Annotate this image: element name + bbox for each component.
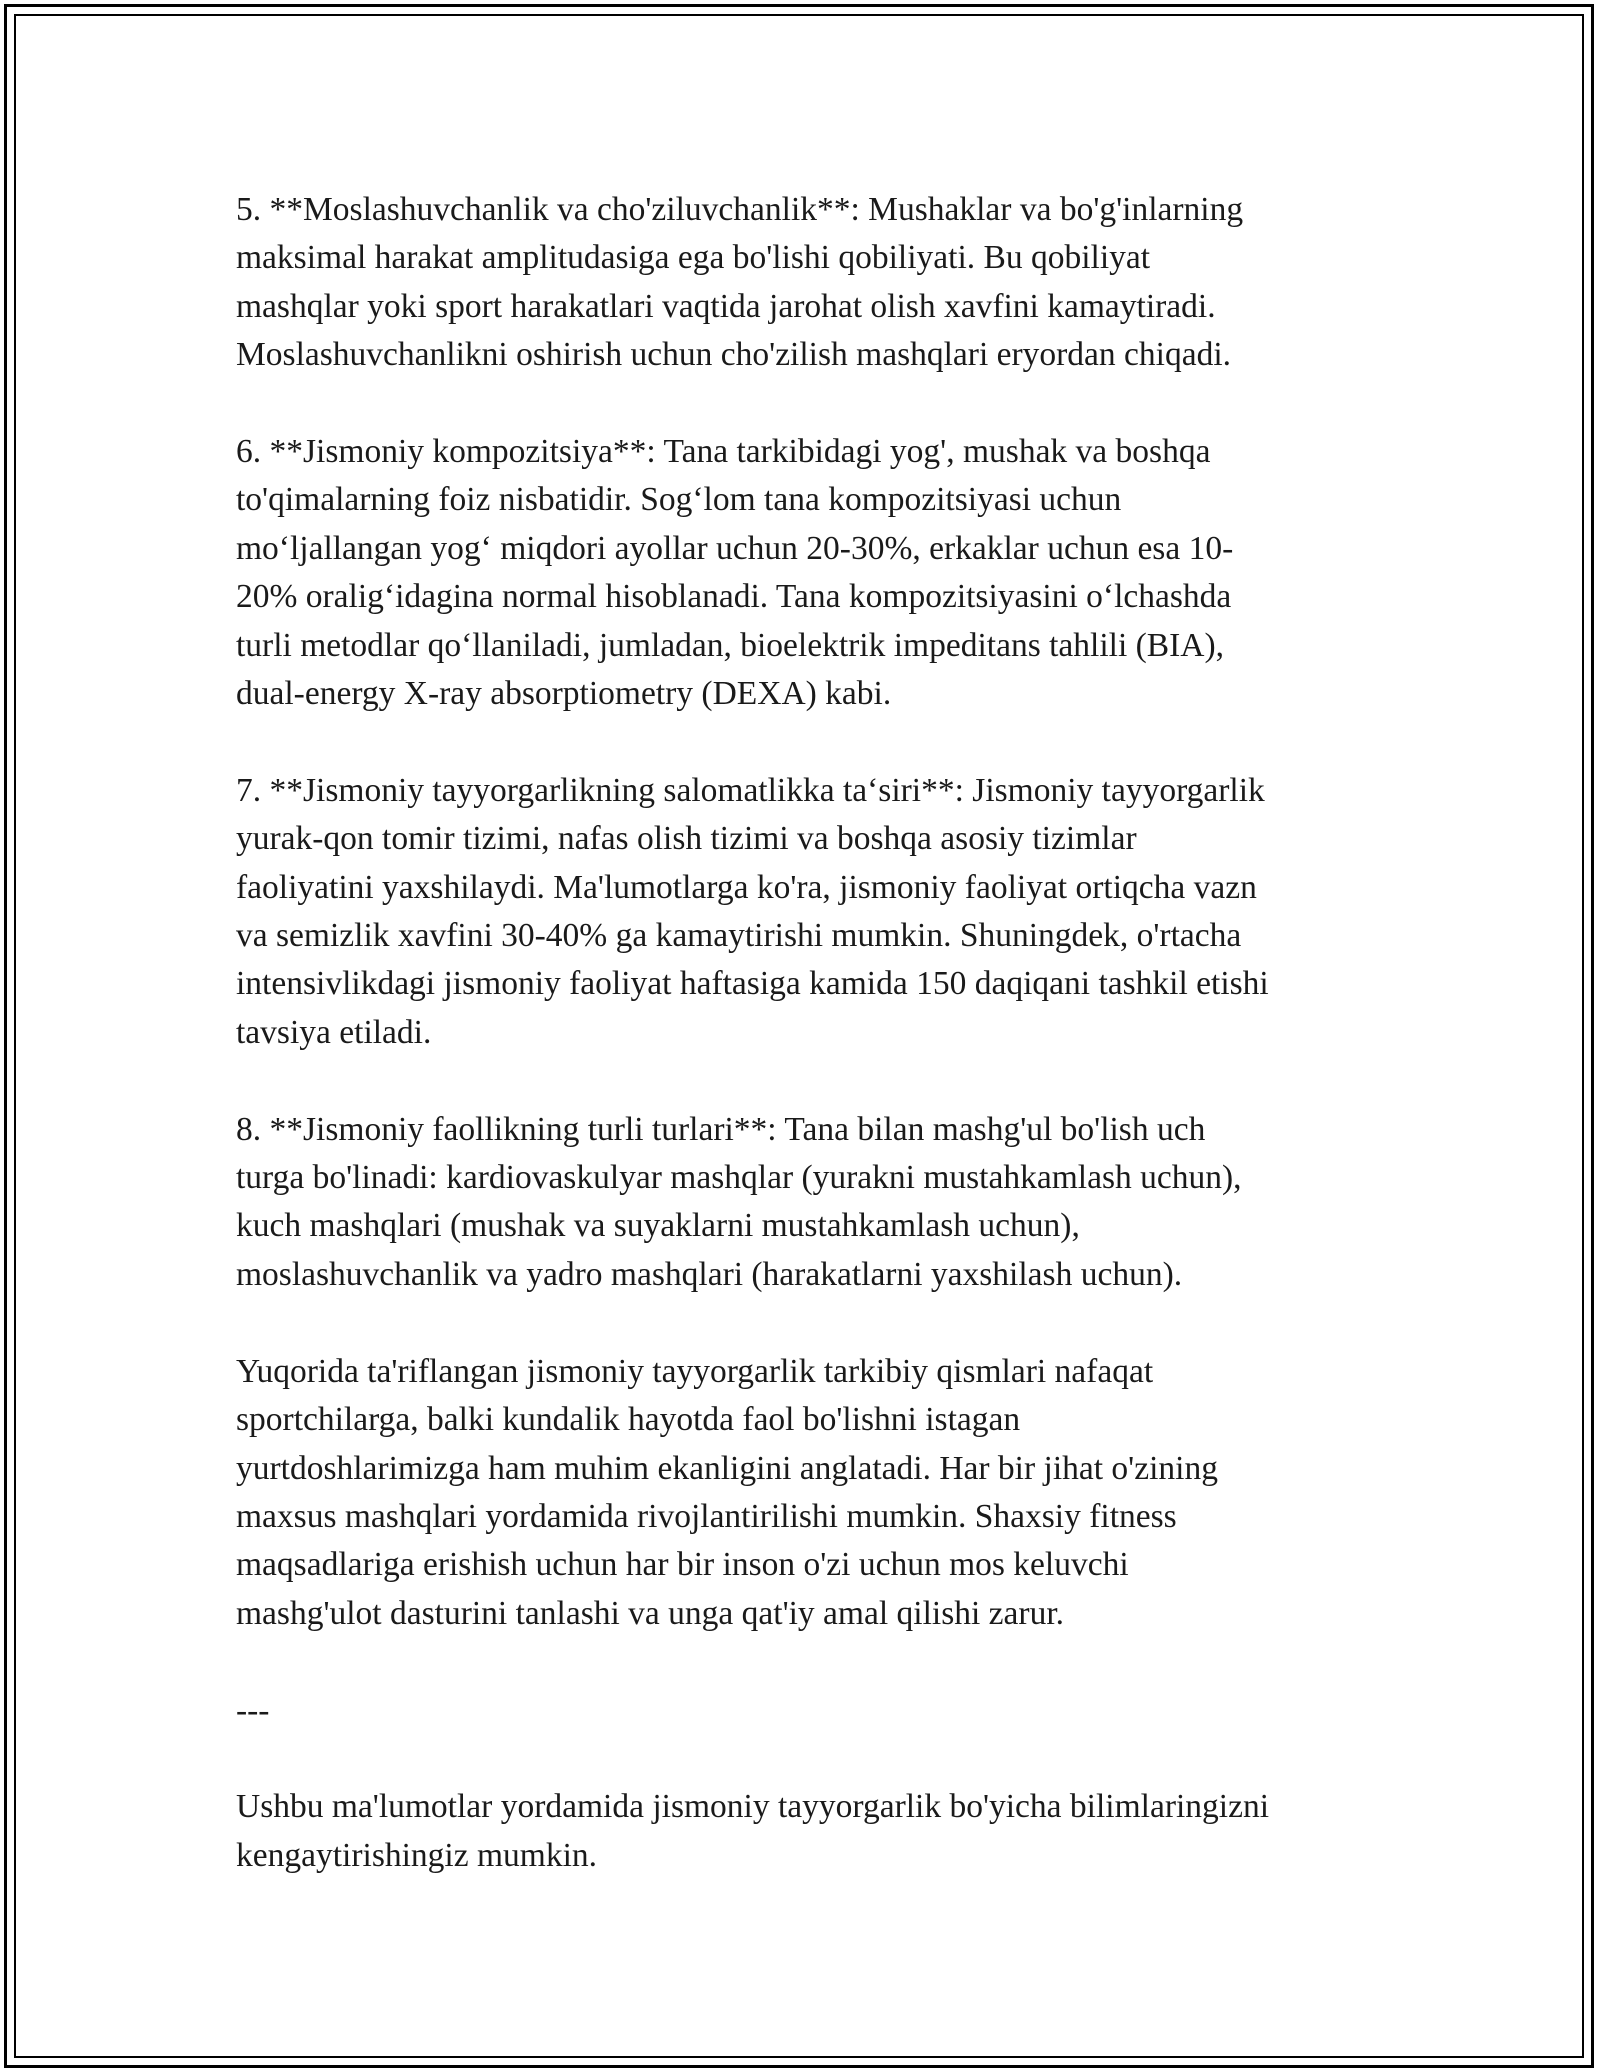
text-line: mashqlar yoki sport harakatlari vaqtida jarohat olish xavfini kamaytiradi. <box>236 287 1216 325</box>
text-line: intensivlikdagi jismoniy faoliyat haftasiga kamida 150 daqiqani tashkil etishi <box>236 965 1269 1003</box>
separator-text: --- <box>236 1691 270 1729</box>
text-line: moslashuvchanlik va yadro mashqlari (harakatlarni yaxshilash uchun). <box>236 1255 1183 1293</box>
text-line: tavsiya etiladi. <box>236 1013 432 1051</box>
text-line: 6. **Jismoniy kompozitsiya**: Tana tarkibidagi yog', mushak va boshqa <box>236 433 1211 471</box>
text-line: mashg'ulot dasturini tanlashi va unga qat'iy amal qilishi zarur. <box>236 1594 1064 1632</box>
paragraph-item-5 <box>236 186 1376 380</box>
text-line: Yuqorida ta'riflangan jismoniy tayyorgarlik tarkibiy qismlari nafaqat <box>236 1352 1154 1390</box>
paragraph-item-8 <box>236 1106 1376 1300</box>
paragraph-item-7 <box>236 767 1376 1057</box>
text-line: 7. **Jismoniy tayyorgarlikning salomatlikka ta‘siri**: Jismoniy tayyorgarlik <box>236 771 1265 809</box>
document-body <box>236 186 1376 1929</box>
text-line: kuch mashqlari (mushak va suyaklarni mustahkamlash uchun), <box>236 1207 1080 1245</box>
paragraph-summary <box>236 1348 1376 1638</box>
text-line: maksimal harakat amplitudasiga ega bo'lishi qobiliyati. Bu qobiliyat <box>236 239 1151 277</box>
text-line: faoliyatini yaxshilaydi. Ma'lumotlarga ko'ra, jismoniy faoliyat ortiqcha vazn <box>236 868 1257 906</box>
text-line: 8. **Jismoniy faollikning turli turlari**: Tana bilan mashg'ul bo'lish uch <box>236 1110 1206 1148</box>
text-line: dual-energy X-ray absorptiometry (DEXA) kabi. <box>236 675 892 713</box>
paragraph-item-6 <box>236 428 1376 718</box>
text-line: mo‘ljallangan yog‘ miqdori ayollar uchun 20-30%, erkaklar uchun esa 10- <box>236 529 1234 567</box>
text-line: Moslashuvchanlikni oshirish uchun cho'zilish mashqlari eryordan chiqadi. <box>236 336 1232 374</box>
text-line: 5. **Moslashuvchanlik va cho'ziluvchanlik**: Mushaklar va bo'g'inlarning <box>236 191 1244 228</box>
text-line: turli metodlar qo‘llaniladi, jumladan, bioelektrik impeditans tahlili (BIA), <box>236 626 1225 664</box>
text-line: turga bo'linadi: kardiovaskulyar mashqlar (yurakni mustahkamlash uchun), <box>236 1159 1242 1197</box>
paragraph-closing <box>236 1783 1376 1880</box>
text-line: yurtdoshlarimizga ham muhim ekanligini anglatadi. Har bir jihat o'zining <box>236 1449 1218 1487</box>
text-line: maqsadlariga erishish uchun har bir inson o'zi uchun mos keluvchi <box>236 1546 1129 1584</box>
text-line: Ushbu ma'lumotlar yordamida jismoniy tayyorgarlik bo'yicha bilimlaringizni <box>236 1788 1270 1826</box>
text-line: maxsus mashqlari yordamida rivojlantirilishi mumkin. Shaxsiy fitness <box>236 1497 1177 1535</box>
text-line: 20% oralig‘idagina normal hisoblanadi. Tana kompozitsiyasini o‘lchashda <box>236 578 1232 616</box>
text-line: yurak-qon tomir tizimi, nafas olish tizimi va boshqa asosiy tizimlar <box>236 820 1137 858</box>
text-line: sportchilarga, balki kundalik hayotda faol bo'lishni istagan <box>236 1401 1021 1439</box>
text-line: kengaytirishingiz mumkin. <box>236 1836 598 1874</box>
text-line: to'qimalarning foiz nisbatidir. Sog‘lom tana kompozitsiyasi uchun <box>236 481 1122 519</box>
text-line: va semizlik xavfini 30-40% ga kamaytirishi mumkin. Shuningdek, o'rtacha <box>236 917 1242 955</box>
separator-line <box>236 1687 1376 1735</box>
